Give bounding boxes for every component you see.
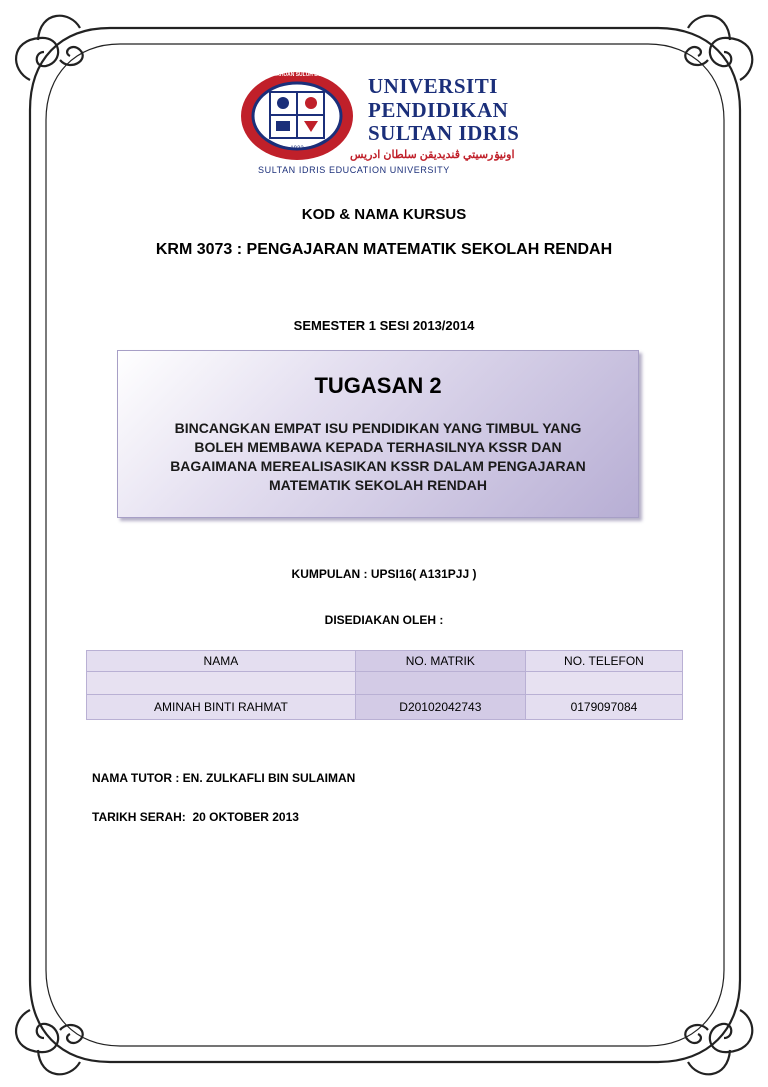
table-header-row bbox=[87, 651, 683, 672]
university-name-line1: UNIVERSITI bbox=[368, 74, 498, 98]
header-phone: NO. TELEFON bbox=[525, 651, 682, 672]
group-label: KUMPULAN : UPSI16( A131PJJ ) bbox=[291, 567, 477, 581]
university-name-english: SULTAN IDRIS EDUCATION UNIVERSITY bbox=[258, 165, 450, 175]
assignment-description-line: BINCANGKAN EMPAT ISU PENDIDIKAN YANG TIMBUL YANG bbox=[174, 420, 582, 436]
university-logo bbox=[238, 68, 520, 178]
cell-name: AMINAH BINTI RAHMAT bbox=[87, 695, 356, 720]
spacer-cell bbox=[525, 672, 682, 695]
assignment-box bbox=[117, 350, 639, 518]
assignment-description-line: BOLEH MEMBAWA KEPADA TERHASILNYA KSSR DAN bbox=[194, 439, 562, 455]
semester-label: SEMESTER 1 SESI 2013/2014 bbox=[293, 318, 475, 333]
prepared-by-label: DISEDIAKAN OLEH : bbox=[324, 613, 444, 627]
university-name-line2: PENDIDIKAN bbox=[368, 98, 509, 122]
student-table bbox=[86, 650, 683, 720]
table-spacer-row bbox=[87, 672, 683, 695]
course-heading: KOD & NAMA KURSUS bbox=[301, 206, 467, 223]
header-matric: NO. MATRIK bbox=[355, 651, 525, 672]
table-row bbox=[87, 695, 683, 720]
assignment-description bbox=[138, 419, 618, 495]
university-name-line3: SULTAN IDRIS bbox=[368, 121, 520, 145]
seal-year: 1922 bbox=[290, 146, 304, 152]
cell-matric: D20102042743 bbox=[355, 695, 525, 720]
submission-date: TARIKH SERAH: 20 OKTOBER 2013 bbox=[92, 810, 299, 824]
tutor-label: NAMA TUTOR : EN. ZULKAFLI BIN SULAIMAN bbox=[92, 771, 356, 785]
header-name: NAMA bbox=[87, 651, 356, 672]
university-name-arabic: اونيۏرسيتي ڤنديديقن سلطان ادريس bbox=[350, 149, 515, 161]
seal-motto: PENGETAHUAN SULUH BUDIMAN bbox=[256, 72, 338, 78]
assignment-description-line: BAGAIMANA MEREALISASIKAN KSSR DALAM PENGAJARAN bbox=[170, 458, 586, 474]
assignment-description-line: MATEMATIK SEKOLAH RENDAH bbox=[268, 477, 488, 493]
spacer-cell bbox=[87, 672, 356, 695]
cell-phone: 0179097084 bbox=[525, 695, 682, 720]
assignment-title: TUGASAN 2 bbox=[314, 373, 442, 398]
spacer-cell bbox=[355, 672, 525, 695]
course-title: KRM 3073 : PENGAJARAN MATEMATIK SEKOLAH RENDAH bbox=[155, 241, 613, 258]
